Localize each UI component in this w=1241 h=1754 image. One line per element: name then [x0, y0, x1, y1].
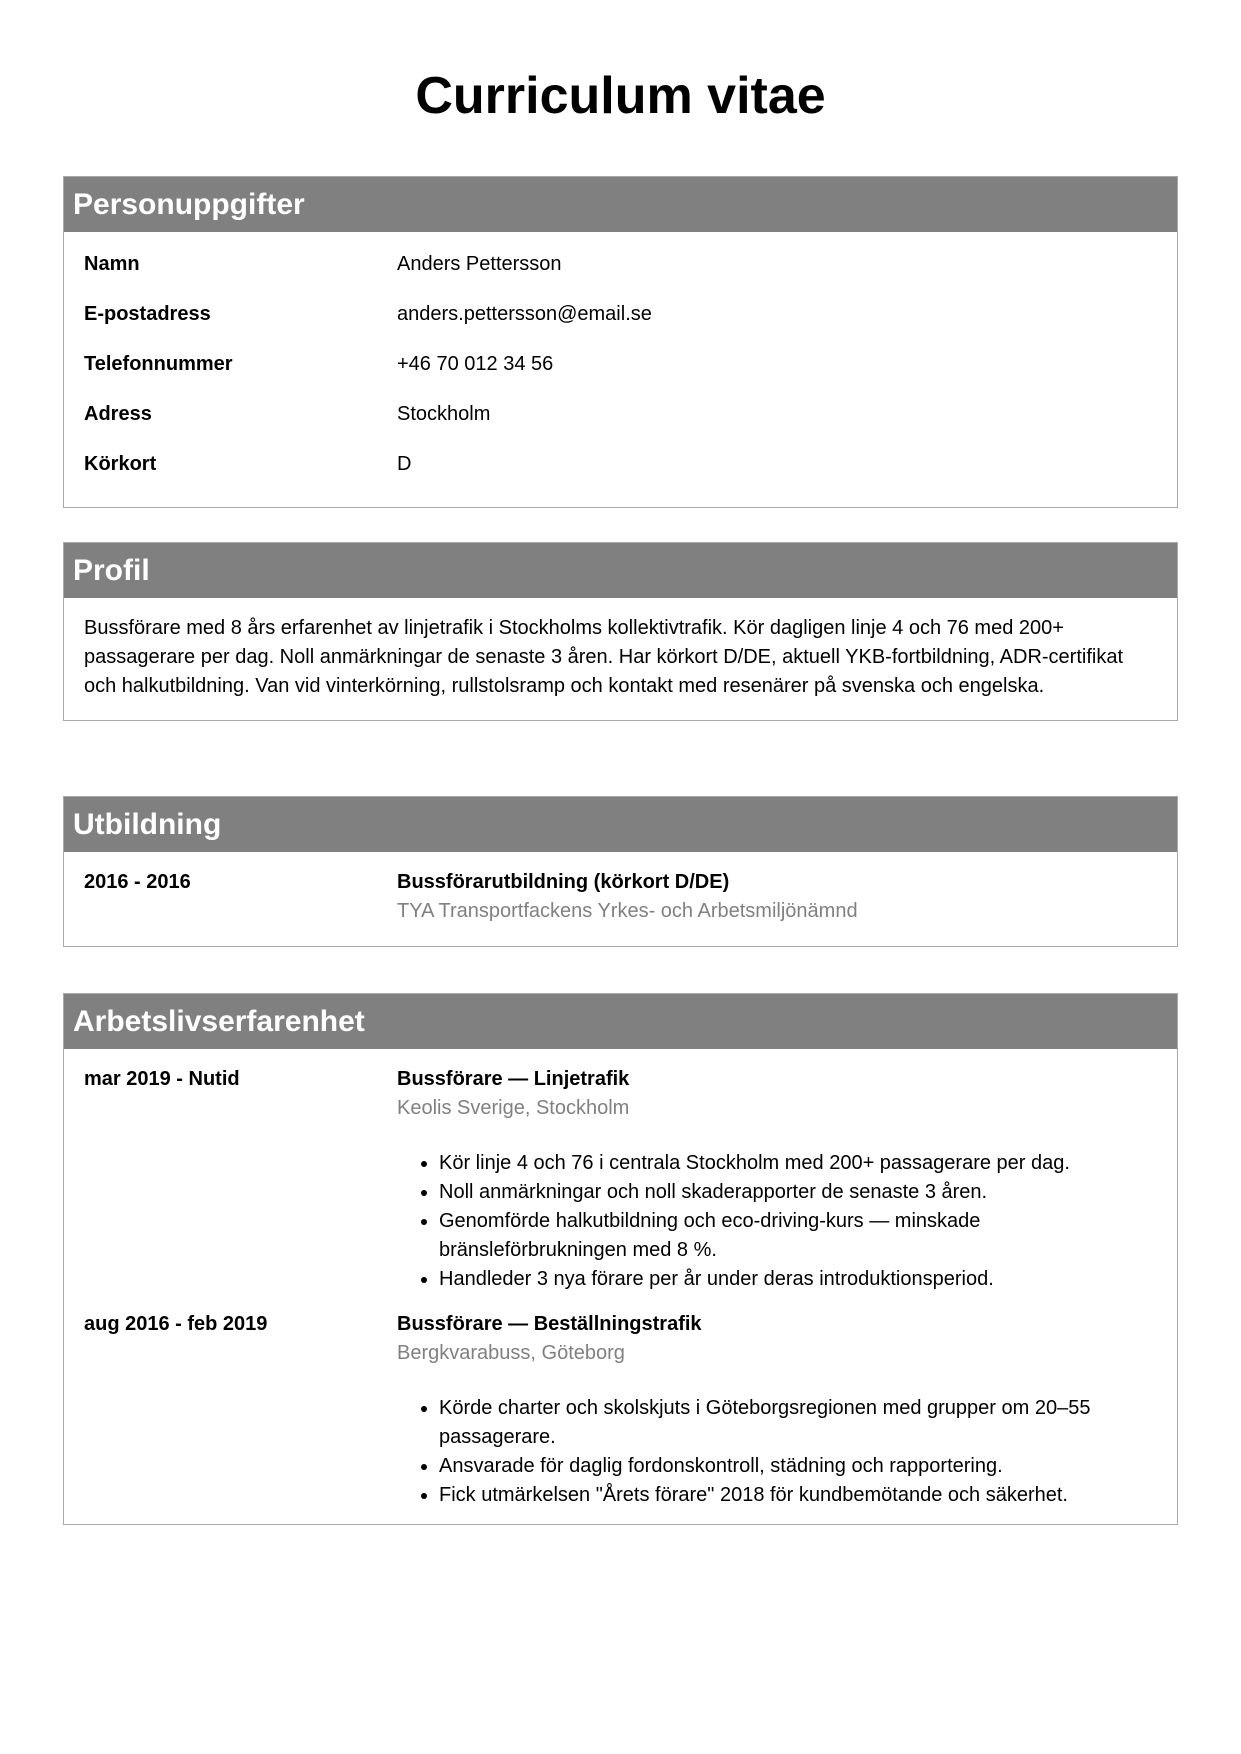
bullet-item: • Genomförde halkutbildning och eco-driving-kurs — minskade bränsleförbrukningen med 8 %. [439, 1207, 1157, 1265]
info-value: Anders Pettersson [397, 253, 562, 275]
education-section [63, 796, 1178, 947]
experience-entry [84, 1310, 1157, 1510]
info-row-name [84, 249, 1157, 299]
entry-main [397, 868, 1157, 926]
bullet-item: • Handleder 3 nya förare per år under deras introduktionsperiod. [439, 1265, 1157, 1294]
info-label: E-postadress [84, 303, 211, 325]
entry-org: Bergkvarabuss, Göteborg [397, 1342, 625, 1364]
experience-section [63, 993, 1178, 1525]
profile-text: Bussförare med 8 års erfarenhet av linjetrafik i Stockholms kollektivtrafik. Kör dagligen linje 4 och 76 med 200+ passagerare per dag. Noll anmärkningar de senaste 3 åren. Har körkort D/DE, aktuell YKB-fortbildning, ADR-certifikat och halkutbildning. Van vid vinterkörning, rullstolsramp och kontakt med resenärer på svenska och engelska. [84, 617, 1124, 697]
info-value: anders.pettersson@email.se [397, 303, 652, 325]
entry-date: 2016 - 2016 [84, 871, 191, 893]
entry-main [397, 1065, 1157, 1294]
entry-date: aug 2016 - feb 2019 [84, 1313, 268, 1335]
profile-body [64, 598, 1177, 720]
info-value: +46 70 012 34 56 [397, 353, 554, 375]
entry-title: Bussförarutbildning (körkort D/DE) [397, 871, 730, 893]
info-row-address [84, 399, 1157, 449]
entry-org: Keolis Sverige, Stockholm [397, 1097, 630, 1119]
info-label: Adress [84, 403, 152, 425]
education-entry [84, 868, 1157, 926]
personal-heading: Personuppgifter [64, 177, 1177, 232]
education-body [64, 852, 1177, 946]
experience-body [64, 1049, 1177, 1524]
entry-org: TYA Transportfackens Yrkes- och Arbetsmiljönämnd [397, 900, 858, 922]
page-title: Curriculum vitae [415, 67, 826, 125]
info-value: D [397, 453, 412, 475]
education-heading: Utbildning [64, 797, 1177, 852]
info-value: Stockholm [397, 403, 491, 425]
profile-heading: Profil [64, 543, 1177, 598]
personal-body [64, 232, 1177, 507]
experience-heading: Arbetslivserfarenhet [64, 994, 1177, 1049]
personal-section [63, 176, 1178, 508]
entry-title: Bussförare — Beställningstrafik [397, 1313, 702, 1335]
info-label: Telefonnummer [84, 353, 233, 375]
info-row-license [84, 449, 1157, 507]
bullet-item: • Noll anmärkningar och noll skaderapporter de senaste 3 åren. [439, 1178, 1157, 1207]
bullet-item: • Körde charter och skolskjuts i Göteborgsregionen med grupper om 20–55 passagerare. [439, 1394, 1157, 1452]
bullet-item: • Ansvarade för daglig fordonskontroll, städning och rapportering. [439, 1452, 1157, 1481]
experience-entry [84, 1065, 1157, 1294]
bullet-item: • Kör linje 4 och 76 i centrala Stockholm med 200+ passagerare per dag. [439, 1149, 1157, 1178]
entry-title: Bussförare — Linjetrafik [397, 1068, 630, 1090]
info-row-email [84, 299, 1157, 349]
bullet-item: • Fick utmärkelsen "Årets förare" 2018 för kundbemötande och säkerhet. [439, 1481, 1157, 1510]
bullet-list [397, 1149, 1157, 1294]
info-row-phone [84, 349, 1157, 399]
profile-section [63, 542, 1178, 721]
entry-date: mar 2019 - Nutid [84, 1068, 240, 1090]
info-label: Körkort [84, 453, 157, 475]
entry-main [397, 1310, 1157, 1510]
info-label: Namn [84, 253, 140, 275]
bullet-list [397, 1394, 1157, 1510]
